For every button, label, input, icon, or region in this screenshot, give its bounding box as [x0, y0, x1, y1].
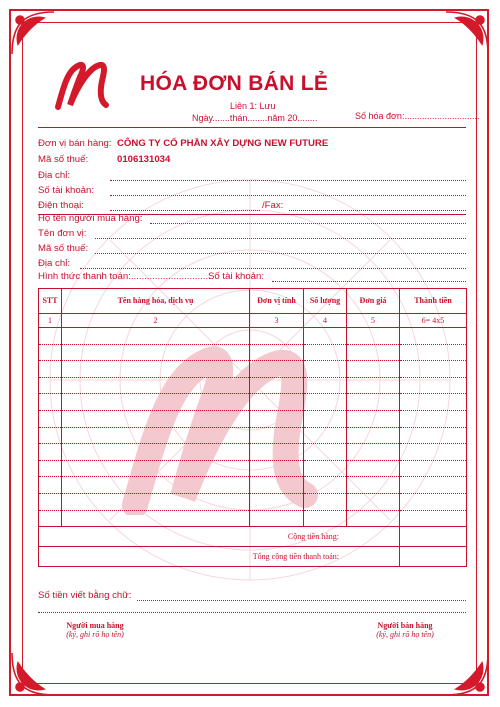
buyer-unit-field[interactable]: [95, 238, 466, 239]
table-cell[interactable]: [250, 444, 304, 461]
table-cell[interactable]: [304, 410, 347, 427]
table-cell[interactable]: [347, 477, 400, 494]
buyer-tax-field[interactable]: [95, 253, 466, 254]
col-number: 3: [250, 314, 304, 328]
seller-unit-value: CÔNG TY CỔ PHẦN XÂY DỰNG NEW FUTURE: [117, 138, 329, 149]
buyer-name-label: Họ tên người mua hàng:: [38, 213, 143, 224]
table-row: [39, 444, 467, 461]
table-cell[interactable]: [250, 477, 304, 494]
table-row: [39, 344, 467, 361]
table-cell[interactable]: [400, 510, 467, 527]
seller-address-label: Địa chỉ:: [38, 170, 70, 181]
floral-corner-icon: [436, 643, 496, 703]
table-cell[interactable]: [400, 460, 467, 477]
table-cell[interactable]: [304, 444, 347, 461]
seller-account-label: Số tài khoản:: [38, 185, 95, 196]
table-cell[interactable]: [347, 410, 400, 427]
seller-fax-field[interactable]: [289, 210, 466, 211]
seller-fax-label: /Fax:: [262, 200, 284, 211]
col-number: 1: [39, 314, 62, 328]
amount-words-field-2[interactable]: [38, 612, 466, 613]
buyer-payment-label: Hình thức thanh toán:..............................: [38, 271, 211, 282]
table-cell[interactable]: [304, 377, 347, 394]
floral-corner-icon: [4, 643, 64, 703]
table-row: [39, 427, 467, 444]
table-cell[interactable]: [304, 510, 347, 527]
table-cell[interactable]: [62, 477, 250, 494]
buyer-account-field[interactable]: [272, 281, 466, 282]
table-cell[interactable]: [62, 377, 250, 394]
amount-words-label: Số tiền viết bằng chữ:: [38, 590, 132, 601]
col-number: 2: [62, 314, 250, 328]
table-cell[interactable]: [400, 427, 467, 444]
table-cell[interactable]: [347, 394, 400, 411]
table-cell[interactable]: [400, 477, 467, 494]
table-cell[interactable]: [347, 377, 400, 394]
table-cell[interactable]: [304, 394, 347, 411]
table-cell[interactable]: [347, 493, 400, 510]
seller-phone-label: Điện thoại:: [38, 200, 84, 211]
table-cell[interactable]: [39, 328, 62, 345]
table-cell[interactable]: [347, 328, 400, 345]
table-row: [39, 394, 467, 411]
col-number: 4: [304, 314, 347, 328]
table-cell[interactable]: [39, 444, 62, 461]
table-cell[interactable]: [39, 427, 62, 444]
table-cell[interactable]: [347, 344, 400, 361]
table-cell[interactable]: [39, 493, 62, 510]
header-divider: [38, 127, 466, 128]
table-cell[interactable]: [62, 328, 250, 345]
script-n-logo-icon: [50, 55, 120, 115]
table-cell[interactable]: [250, 377, 304, 394]
buyer-sign-note: (ký, ghi rõ họ tên): [66, 630, 124, 639]
total-row: [39, 547, 467, 567]
table-cell[interactable]: [400, 377, 467, 394]
table-cell[interactable]: [39, 460, 62, 477]
table-cell[interactable]: [39, 410, 62, 427]
table-cell[interactable]: [39, 510, 62, 527]
buyer-address-field[interactable]: [80, 268, 466, 269]
col-header-qty: Số lượng: [304, 289, 347, 314]
table-cell[interactable]: [304, 460, 347, 477]
table-cell[interactable]: [62, 510, 250, 527]
table-row: [39, 410, 467, 427]
seller-unit-label: Đơn vị bán hàng:: [38, 138, 112, 149]
col-header-stt: STT: [39, 289, 62, 314]
buyer-unit-label: Tên đơn vị:: [38, 228, 87, 239]
floral-corner-icon: [436, 4, 496, 64]
table-cell[interactable]: [250, 328, 304, 345]
seller-tax-value: 0106131034: [117, 154, 171, 165]
invoice-number: Số hóa đơn:..............................: [355, 111, 480, 121]
table-header-row: [39, 289, 467, 314]
table-cell[interactable]: [62, 427, 250, 444]
table-cell[interactable]: [304, 328, 347, 345]
table-cell[interactable]: [304, 427, 347, 444]
seller-sign-title: Người bán hàng: [377, 621, 433, 630]
col-header-price: Đơn giá: [347, 289, 400, 314]
table-cell[interactable]: [347, 460, 400, 477]
table-cell[interactable]: [400, 361, 467, 378]
table-cell[interactable]: [39, 394, 62, 411]
table-cell[interactable]: [400, 493, 467, 510]
table-cell[interactable]: [304, 477, 347, 494]
table-cell[interactable]: [62, 361, 250, 378]
table-cell[interactable]: [39, 344, 62, 361]
table-row: [39, 510, 467, 527]
table-cell[interactable]: [347, 427, 400, 444]
buyer-address-label: Địa chỉ:: [38, 258, 70, 269]
table-cell[interactable]: [304, 493, 347, 510]
date-line: Ngày.......thán........năm 20........: [192, 113, 318, 123]
table-cell[interactable]: [62, 394, 250, 411]
seller-sign-note: (ký, ghi rõ họ tên): [376, 630, 434, 639]
table-cell[interactable]: [39, 361, 62, 378]
table-cell[interactable]: [347, 361, 400, 378]
table-cell[interactable]: [250, 460, 304, 477]
items-table: [38, 288, 467, 567]
table-cell[interactable]: [250, 344, 304, 361]
table-cell[interactable]: [250, 394, 304, 411]
table-cell[interactable]: [304, 361, 347, 378]
amount-words-field[interactable]: [137, 600, 466, 601]
table-cell[interactable]: [62, 460, 250, 477]
table-cell[interactable]: [400, 410, 467, 427]
table-cell[interactable]: [62, 344, 250, 361]
table-cell[interactable]: [62, 410, 250, 427]
table-cell[interactable]: [39, 477, 62, 494]
col-header-name: Tên hàng hóa, dịch vụ: [62, 289, 250, 314]
table-cell[interactable]: [347, 510, 400, 527]
table-row: [39, 377, 467, 394]
table-cell[interactable]: [347, 444, 400, 461]
buyer-name-field[interactable]: [150, 223, 466, 224]
table-cell[interactable]: [250, 361, 304, 378]
table-row: [39, 477, 467, 494]
col-number: 6= 4x5: [400, 314, 467, 328]
seller-phone-field[interactable]: [110, 210, 260, 211]
subtotal-value[interactable]: [400, 527, 467, 547]
buyer-account-label: Số tài khoản:: [208, 271, 265, 282]
total-label: Tổng cộng tiền thanh toán:: [39, 547, 400, 567]
table-cell[interactable]: [250, 510, 304, 527]
table-row: [39, 460, 467, 477]
buyer-tax-label: Mã số thuế:: [38, 243, 89, 254]
table-row: [39, 493, 467, 510]
table-cell[interactable]: [39, 377, 62, 394]
invoice-title: HÓA ĐƠN BÁN LẺ: [140, 72, 329, 95]
seller-address-field[interactable]: [110, 180, 466, 181]
col-header-amount: Thành tiền: [400, 289, 467, 314]
table-cell[interactable]: [62, 444, 250, 461]
buyer-signature-block[interactable]: [40, 621, 150, 639]
table-cell[interactable]: [62, 493, 250, 510]
seller-signature-block[interactable]: [350, 621, 460, 639]
seller-tax-label: Mã số thuế:: [38, 154, 89, 165]
table-cell[interactable]: [304, 344, 347, 361]
table-row: [39, 328, 467, 345]
table-cell[interactable]: [400, 394, 467, 411]
seller-account-field[interactable]: [110, 195, 466, 196]
col-number: 5: [347, 314, 400, 328]
subtotal-label: Cộng tiền hàng:: [39, 527, 400, 547]
table-row: [39, 361, 467, 378]
col-header-unit: Đơn vị tính: [250, 289, 304, 314]
subtotal-row: [39, 527, 467, 547]
table-cell[interactable]: [250, 427, 304, 444]
table-cell[interactable]: [400, 444, 467, 461]
column-number-row: [39, 314, 467, 328]
copy-line: Liên 1: Lưu: [230, 101, 276, 111]
table-cell[interactable]: [400, 344, 467, 361]
table-cell[interactable]: [250, 493, 304, 510]
total-value[interactable]: [400, 547, 467, 567]
buyer-sign-title: Người mua hàng: [66, 621, 124, 630]
table-cell[interactable]: [400, 328, 467, 345]
table-cell[interactable]: [250, 410, 304, 427]
